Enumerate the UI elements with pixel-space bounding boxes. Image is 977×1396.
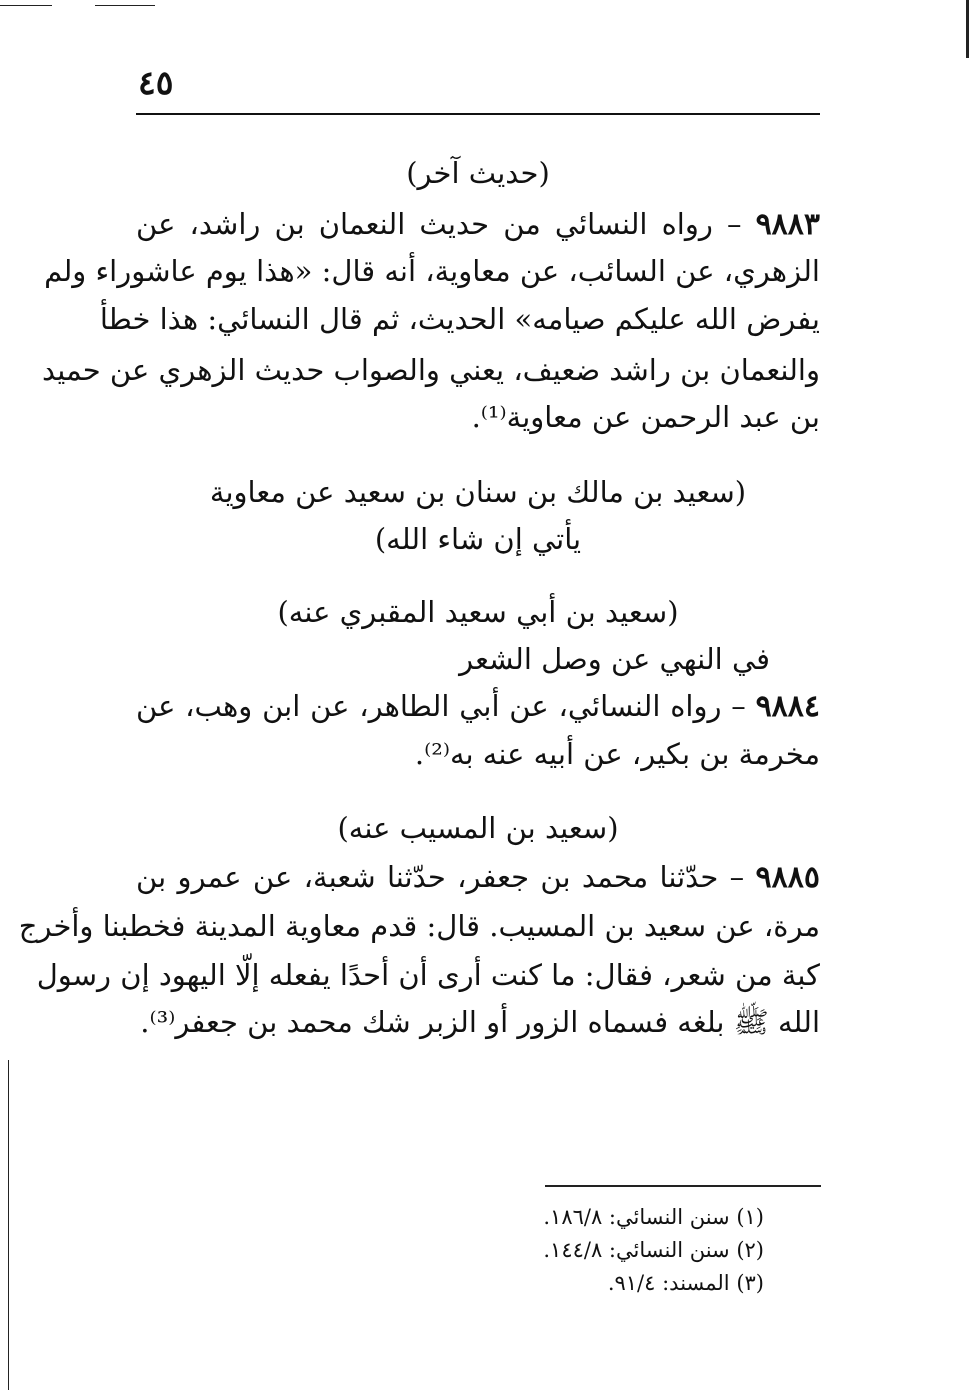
page-number: ٤٥ — [138, 63, 174, 102]
footnote-1: (١) سنن النسائي: ١٨٦/٨. — [543, 1205, 764, 1229]
hadith-number-9885: ٩٨٨٥ — [755, 860, 820, 895]
section-heading-saeed-ibn-malik-line-2: يأتي إن شاء الله) — [374, 522, 582, 556]
hadith-9885-line-4: الله ﷺ بلغه فسماه الزور أو الزبر شك محمد بن جعفر⁽³⁾. — [140, 1005, 820, 1039]
hadith-9883-line-5: بن عبد الرحمن عن معاوية⁽¹⁾. — [471, 400, 820, 434]
section-heading-other-hadith: (حديث آخر) — [406, 156, 550, 190]
hadith-9885-line-2: مرة، عن سعيد بن المسيب. قال: قدم معاوية المدينة فخطبنا وأخرج — [18, 909, 820, 943]
scan-edge-right — [966, 0, 969, 58]
section-heading-saeed-ibn-malik-line-1: (سعيد بن مالك بن سنان بن سعيد عن معاوية — [209, 475, 747, 509]
hadith-9885-line-1: ٩٨٨٥ – حدّثنا محمد بن جعفر، حدّثنا شعبة، عن عمرو بن — [136, 860, 820, 895]
hadith-number-9883: ٩٨٨٣ — [755, 207, 821, 242]
hadith-9884-line-1: ٩٨٨٤ – رواه النسائي، عن أبي الطاهر، عن ابن وهب، عن — [136, 689, 821, 724]
section-heading-saeed-ibn-al-musayyib: (سعيد بن المسيب عنه) — [337, 811, 619, 845]
scan-edge-top — [0, 5, 52, 6]
hadith-9885-line-3: كبة من شعر، فقال: ما كنت أرى أن أحدًا يفعله إلّا اليهود إن رسول — [36, 958, 820, 992]
hadith-9884-line-2: مخرمة بن بكير، عن أبيه عنه به⁽²⁾. — [414, 737, 820, 771]
footnote-3: (٣) المسند: ٩١/٤. — [607, 1271, 764, 1295]
hadith-9883-line-3: يفرض الله عليكم صيامه» الحديث، ثم قال النسائي: هذا خطأ — [99, 302, 820, 336]
footnote-rule — [545, 1185, 821, 1187]
scan-edge-top-right — [95, 5, 155, 6]
hadith-9883-line-1: ٩٨٨٣ – رواه النسائي من حديث النعمان بن راشد، عن — [136, 207, 821, 242]
footnote-2: (٢) سنن النسائي: ١٤٤/٨. — [543, 1238, 764, 1262]
subheading-hair-extension: في النهي عن وصل الشعر — [459, 642, 770, 676]
header-rule — [136, 113, 820, 115]
hadith-9883-line-2: الزهري، عن السائب، عن معاوية، أنه قال: «هذا يوم عاشوراء ولم — [44, 254, 820, 288]
hadith-9883-line-4: والنعمان بن راشد ضعيف، يعني والصواب حديث الزهري عن حميد — [42, 353, 820, 387]
section-heading-saeed-al-maqburi: (سعيد بن أبي سعيد المقبري عنه) — [277, 595, 679, 629]
hadith-number-9884: ٩٨٨٤ — [755, 689, 821, 724]
scan-edge-left — [8, 1060, 9, 1390]
